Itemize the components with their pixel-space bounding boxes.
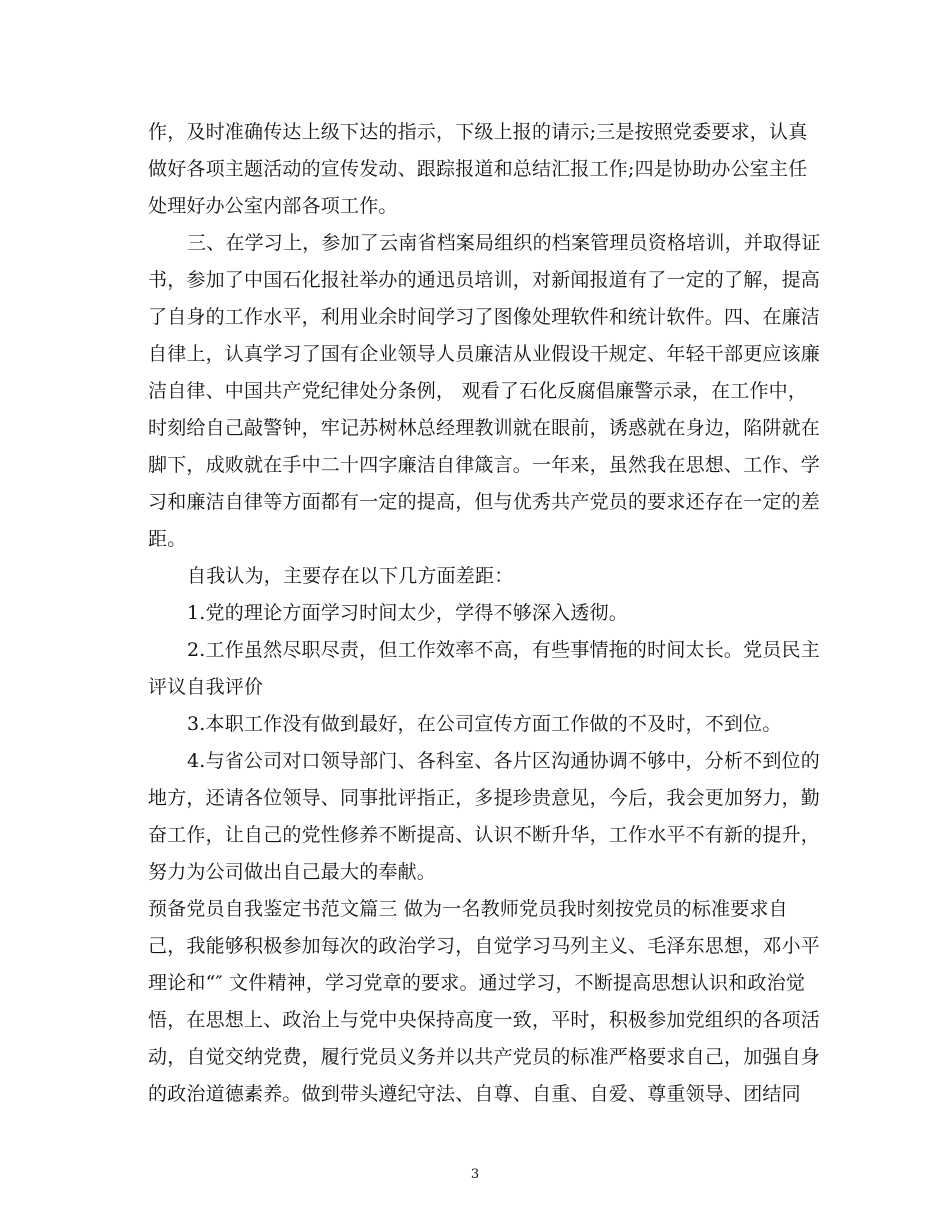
text-line: 1.党的理论方面学习时间太少，学得不够深入透彻。: [187, 602, 628, 624]
text-line: 奋工作，让自己的党性修养不断提高、认识不断升华，工作水平不有新的提升，: [148, 824, 821, 846]
text-line: 地方，还请各位领导、同事批评指正，多提珍贵意见，今后，我会更加努力，勤: [148, 787, 821, 809]
text-line: 距。: [148, 528, 187, 550]
text-line: 三、在学习上，参加了云南省档案局组织的档案管理员资格培训，并取得证: [187, 232, 821, 254]
text-line: 预备党员自我鉴定书范文篇三 做为一名教师党员我时刻按党员的标准要求自: [148, 898, 788, 920]
text-line: 3.本职工作没有做到最好，在公司宣传方面工作做的不及时，不到位。: [187, 713, 782, 735]
text-line: 时刻给自己敲警钟，牢记苏树林总经理教训就在眼前，诱惑就在身边，陷阱就在: [148, 417, 821, 439]
text-line: 4.与省公司对口领导部门、各科室、各片区沟通协调不够中，分析不到位的: [187, 750, 820, 772]
text-line: 自律上，认真学习了国有企业领导人员廉洁从业假设干规定、年轻干部更应该廉: [148, 343, 821, 365]
text-line: 做好各项主题活动的宣传发动、跟踪报道和总结汇报工作;四是协助办公室主任: [148, 158, 808, 180]
text-line: 理论和“″ 文件精神，学习党章的要求。通过学习，不断提高思想认识和政治觉: [148, 972, 806, 994]
text-line: 自我认为，主要存在以下几方面差距：: [187, 565, 514, 587]
text-line: 处理好办公室内部各项工作。: [148, 195, 398, 217]
text-line: 己，我能够积极参加每次的政治学习，自觉学习马列主义、毛泽东思想，邓小平: [148, 935, 821, 957]
text-line: 努力为公司做出自己最大的奉献。: [148, 861, 437, 883]
text-line: 书，参加了中国石化报社举办的通迅员培训，对新闻报道有了一定的了解，提高: [148, 269, 821, 291]
page-number: 3: [470, 1167, 480, 1182]
text-line: 作，及时准确传达上级下达的指示，下级上报的请示;三是按照党委要求，认真: [148, 121, 808, 143]
text-line: 的政治道德素养。做到带头遵纪守法、自尊、自重、自爱、尊重领导、团结同: [148, 1083, 801, 1105]
text-line: 习和廉洁自律等方面都有一定的提高，但与优秀共产党员的要求还存在一定的差: [148, 491, 821, 513]
text-line: 动，自觉交纳党费，履行党员义务并以共产党员的标准严格要求自己，加强自身: [148, 1046, 821, 1068]
text-line: 评议自我评价: [148, 676, 264, 698]
text-line: 脚下，成败就在手中二十四字廉洁自律箴言。一年来，虽然我在思想、工作、学: [148, 454, 821, 476]
text-line: 悟，在思想上、政治上与党中央保持高度一致，平时，积极参加党组织的各项活: [148, 1009, 821, 1031]
text-line: 洁自律、中国共产党纪律处分条例， 观看了石化反腐倡廉警示录，在工作中，: [148, 380, 808, 402]
text-line: 了自身的工作水平，利用业余时间学习了图像处理软件和统计软件。四、在廉洁: [148, 306, 821, 328]
text-line: 2.工作虽然尽职尽责，但工作效率不高，有些事情拖的时间太长。党员民主: [187, 639, 820, 661]
